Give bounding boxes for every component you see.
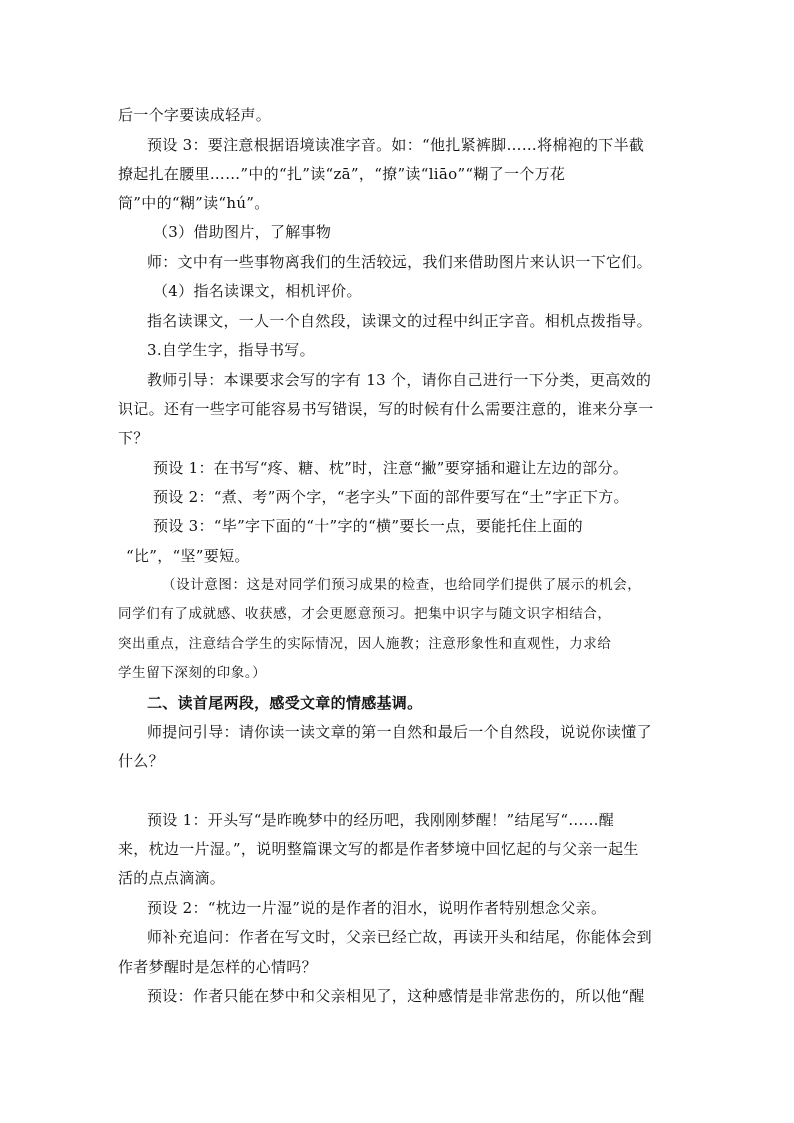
section-heading: 二、读首尾两段，感受文章的情感基调。 [147,694,423,712]
text-line-16: “比”，“坚”要短。 [126,547,250,565]
text-line-11: 识记。还有一些字可能容易书写错误，写的时候有什么需要注意的，谁来分享一 [118,400,654,418]
text-line-24: 预设 1：开头写“是昨晚梦中的经历吧，我刚刚梦醒！”结尾写“......醒 [147,811,615,829]
text-line-10: 教师引导：本课要求会写的字有 13 个，请你自己进行一下分类，更高效的 [147,371,652,389]
text-line-28: 师补充追问：作者在写文时，父亲已经亡故，再读开头和结尾，你能体会到 [147,928,652,946]
text-line-9: 3.自学生字，指导书写。 [147,341,315,359]
text-line-23: 什么？ [118,752,164,770]
text-line-29: 作者梦醒时是怎样的心情吗？ [118,958,317,976]
text-line-13: 预设 1：在书写“疼、糖、枕”时，注意“撇”要穿插和避让左边的部分。 [153,459,629,477]
text-line-14: 预设 2：“煮、考”两个字，“老字头”下面的部件要写在“土”字正下方。 [153,488,629,506]
text-line-25: 来，枕边一片湿。”，说明整篇课文写的都是作者梦境中回忆起的与父亲一起生 [118,840,639,858]
text-line-4: 筒”中的“糊”读“hú”。 [118,194,270,212]
text-line-15: 预设 3：“毕”字下面的“十”字的“横”要长一点，要能托住上面的 [153,517,583,535]
text-line-26: 活的点点滴滴。 [118,869,226,887]
design-note-line-2: 同学们有了成就感、收获感，才会更愿意预习。把集中识字与随文识字相结合， [118,606,612,622]
text-line-3: 撩起扎在腰里……”中的“扎”读“zā”，“撩”读“liāo”“糊了一个万花 [118,165,566,183]
text-line-8: 指名读课文，一人一个自然段，读课文的过程中纠正字音。相机点拨指导。 [147,312,652,330]
text-line-5: （3）借助图片，了解事物 [153,223,332,241]
text-line-2: 预设 3：要注意根据语境读准字音。如：“他扎紧裤脚……将棉袍的下半截 [147,136,645,154]
text-line-6: 师：文中有一些事物离我们的生活较远，我们来借助图片来认识一下它们。 [147,253,652,271]
design-note-line-1: （设计意图：这是对同学们预习成果的检查，也给同学们提供了展示的机会， [162,577,642,593]
text-line-22: 师提问引导：请你读一读文章的第一自然和最后一个自然段，说说你读懂了 [147,723,652,741]
design-note-line-3: 突出重点，注意结合学生的实际情况，因人施教；注意形象性和直观性，力求给 [118,636,612,652]
text-line-30: 预设：作者只能在梦中和父亲相见了，这种感情是非常悲伤的，所以他“醒 [147,987,645,1005]
text-line-27: 预设 2：“枕边一片湿”说的是作者的泪水，说明作者特别想念父亲。 [147,899,607,917]
text-line-7: （4）指名读课文，相机评价。 [153,282,362,300]
text-line-1: 后一个字要读成轻声。 [118,106,272,124]
text-line-12: 下？ [118,429,149,447]
design-note-line-4: 学生留下深刻的印象。） [118,665,267,681]
